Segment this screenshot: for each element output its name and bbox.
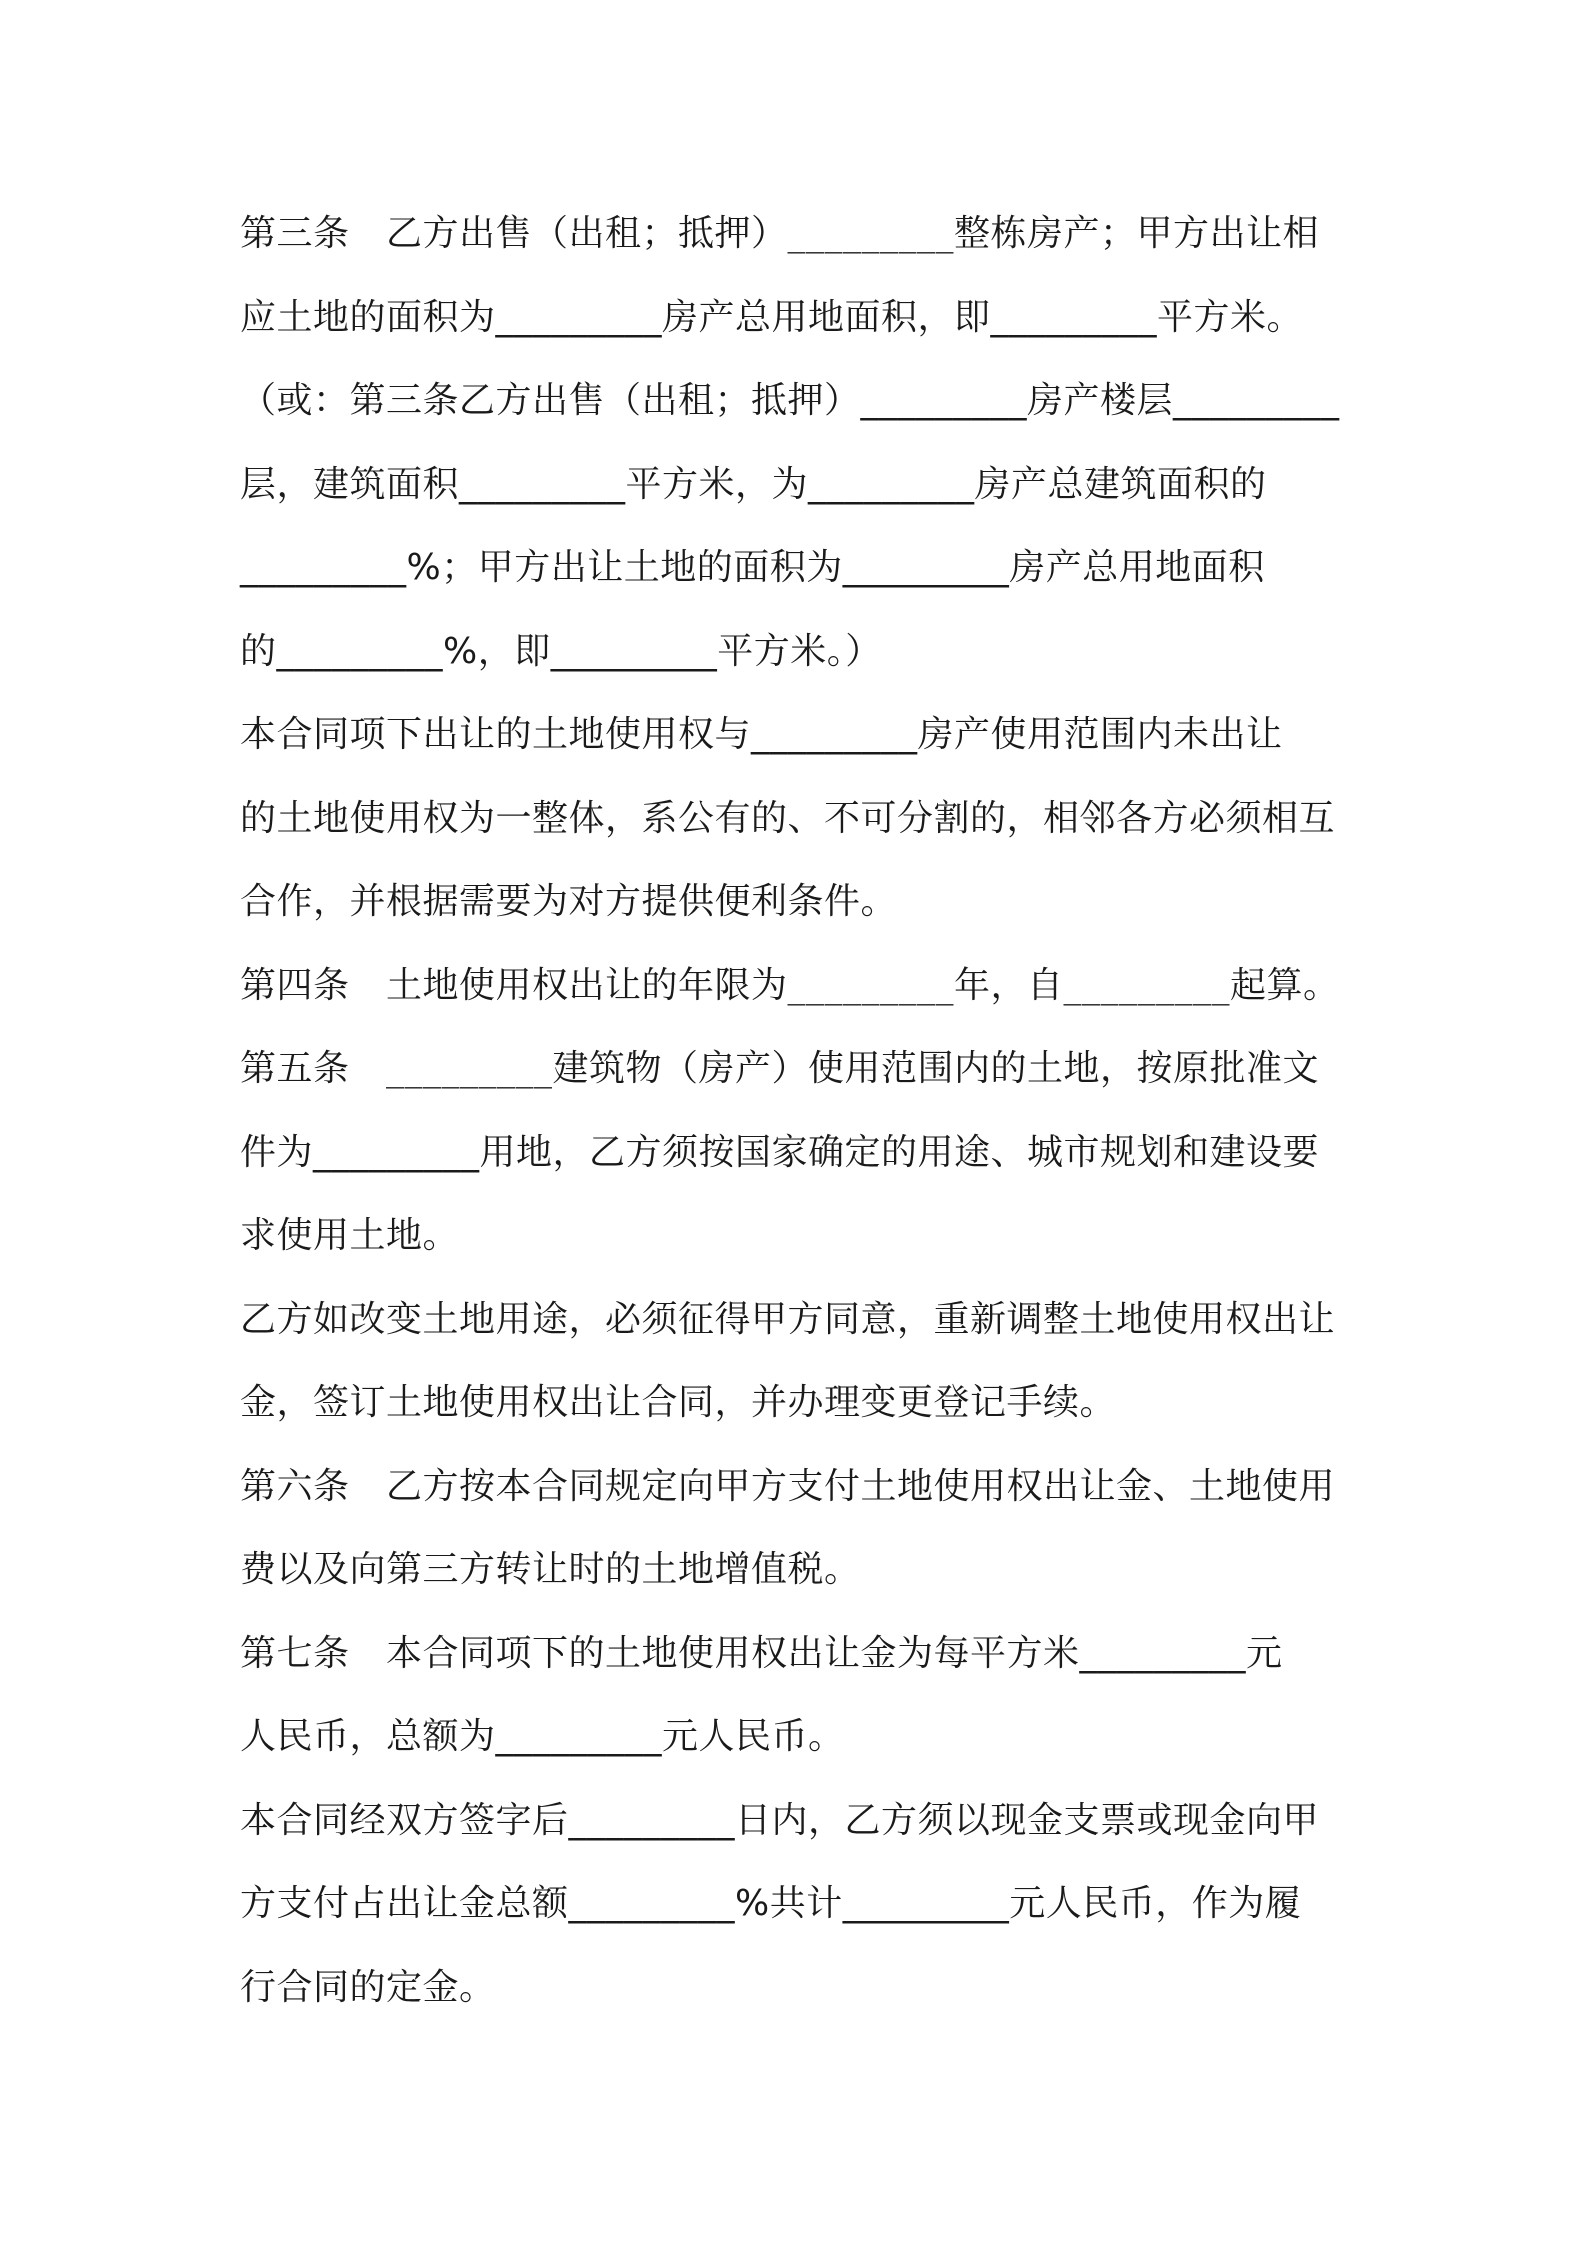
article-3-para-2-line-2: 的土地使用权为一整体，系公有的、不可分割的，相邻各方必须相互 [240,797,1336,839]
article-7-para-2-line-3: 行合同的定金。 [240,1966,496,2008]
article-3-alt-line-3: _________%；甲方出让土地的面积为_________房产总用地面积 [240,547,1265,588]
article-3-line-1: 第三条 乙方出售（出租；抵押）_________整栋房产；甲方出让相 [240,213,1320,254]
article-5-line-3: 求使用土地。 [240,1215,460,1256]
article-3-para-2-line-1: 本合同项下出让的土地使用权与_________房产使用范围内未出让 [240,714,1283,755]
article-3-alt-line-2: 层，建筑面积_________平方米，为_________房产总建筑面积的 [240,463,1267,505]
article-7-para-2-line-2: 方支付占出让金总额_________%共计_________元人民币，作为履 [240,1883,1302,1924]
article-5-para-2-line-1: 乙方如改变土地用途，必须征得甲方同意，重新调整土地使用权出让 [240,1298,1336,1340]
article-4-line-1: 第四条 土地使用权出让的年限为_________年，自_________起算。 [240,964,1340,1006]
contract-text [240,192,1370,2029]
article-6-line-2: 费以及向第三方转让时的土地增值税。 [240,1549,861,1590]
article-5-para-2-line-2: 金，签订土地使用权出让合同，并办理变更登记手续。 [240,1382,1117,1423]
article-7-line-2: 人民币，总额为_________元人民币。 [240,1716,845,1757]
article-3-alt-line-4: 的_________%，即_________平方米。） [240,630,882,672]
article-5-line-2: 件为_________用地，乙方须按国家确定的用途、城市规划和建设要 [240,1131,1320,1173]
article-3-alt-line-1: （或：第三条乙方出售（出租；抵押）_________房产楼层_________ [240,380,1340,421]
article-7-para-2-line-1: 本合同经双方签字后_________日内，乙方须以现金支票或现金向甲 [240,1799,1320,1841]
article-7-line-1: 第七条 本合同项下的土地使用权出让金为每平方米_________元 [240,1632,1283,1674]
article-5-line-1: 第五条 _________建筑物（房产）使用范围内的土地，按原批准文 [240,1048,1320,1089]
article-3-para-2-line-3: 合作，并根据需要为对方提供便利条件。 [240,881,898,922]
article-3-line-2: 应土地的面积为_________房产总用地面积，即_________平方米。 [240,296,1304,338]
article-6-line-1: 第六条 乙方按本合同规定向甲方支付土地使用权出让金、土地使用 [240,1465,1336,1507]
